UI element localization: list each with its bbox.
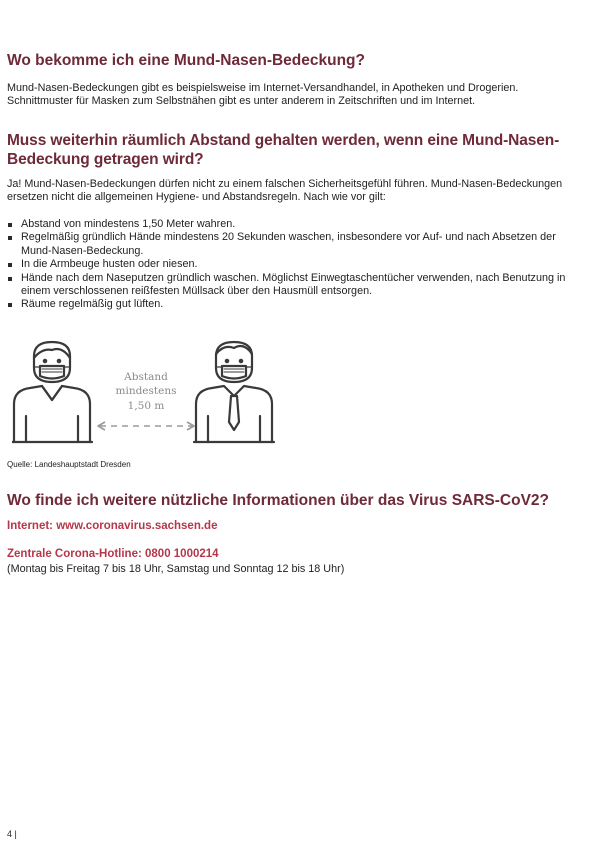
list-item-text: Abstand von mindestens 1,50 Meter wahren. xyxy=(21,218,236,230)
list-item xyxy=(7,258,582,271)
person-left-icon xyxy=(12,342,92,442)
list-item-text: In die Armbeuge husten oder niesen. xyxy=(21,258,198,271)
list-item xyxy=(7,231,582,258)
internet-link[interactable]: Internet: www.coronavirus.sachsen.de xyxy=(7,520,218,532)
distance-label-line3: 1,50 m xyxy=(127,400,165,412)
bullet-icon xyxy=(8,223,12,227)
person-right-icon xyxy=(194,342,274,442)
hygiene-rules-list xyxy=(7,218,582,312)
section-heading-distance: Muss weiterhin räumlich Abstand gehalten werden, wenn eine Mund-Nasen-Bedeckung getragen wird? xyxy=(7,132,560,168)
list-item-text: Regelmäßig gründlich Hände mindestens 20 Sekunden waschen, insbesondere vor Auf- und nach Absetzen der Mund-Nasen-Bedeckung. xyxy=(21,231,556,257)
page-number: 4 | xyxy=(7,829,17,839)
list-item-text: Räume regelmäßig gut lüften. xyxy=(21,298,164,311)
hotline-number: Zentrale Corona-Hotline: 0800 1000214 xyxy=(7,548,219,560)
image-source-caption: Quelle: Landeshauptstadt Dresden xyxy=(7,460,131,469)
bullet-icon xyxy=(8,303,12,307)
distance-illustration xyxy=(12,338,282,446)
hotline-hours: (Montag bis Freitag 7 bis 18 Uhr, Samstag und Sonntag 12 bis 18 Uhr) xyxy=(7,563,345,575)
list-item-text: Hände nach dem Naseputzen gründlich waschen. Möglichst Einwegtaschentücher verwenden, nach Benutzung in einem verschlossenen reißfesten Müllsack über den Hausmüll entsorgen. xyxy=(21,271,566,298)
paragraph-distance: Ja! Mund-Nasen-Bedeckungen dürfen nicht zu einem falschen Sicherheitsgefühl führen. Mund-Nasen-Bedeckungen ersetzen nicht die allgemeinen Hygiene- und Abstandsregeln. Nach wie vor gilt: xyxy=(7,178,563,204)
list-item xyxy=(7,272,582,299)
list-item xyxy=(7,298,582,311)
distance-label-line1: Abstand xyxy=(124,371,168,383)
section-heading-where: Wo bekomme ich eine Mund-Nasen-Bedeckung? xyxy=(7,52,365,69)
paragraph-where: Mund-Nasen-Bedeckungen gibt es beispielsweise im Internet-Versandhandel, in Apotheken und Drogerien. Schnittmuster für Masken zum Selbstnähen gibt es unter anderem in Zeitschriften und im Internet. xyxy=(7,82,519,108)
distance-label xyxy=(116,371,177,412)
section-heading-info: Wo finde ich weitere nützliche Informationen über das Virus SARS-CoV2? xyxy=(7,492,550,509)
bullet-icon xyxy=(8,277,12,281)
bullet-icon xyxy=(8,263,12,267)
distance-arrow-icon xyxy=(98,422,194,430)
distance-label-line2: mindestens xyxy=(115,385,177,397)
list-item xyxy=(7,218,582,231)
bullet-icon xyxy=(8,236,12,240)
